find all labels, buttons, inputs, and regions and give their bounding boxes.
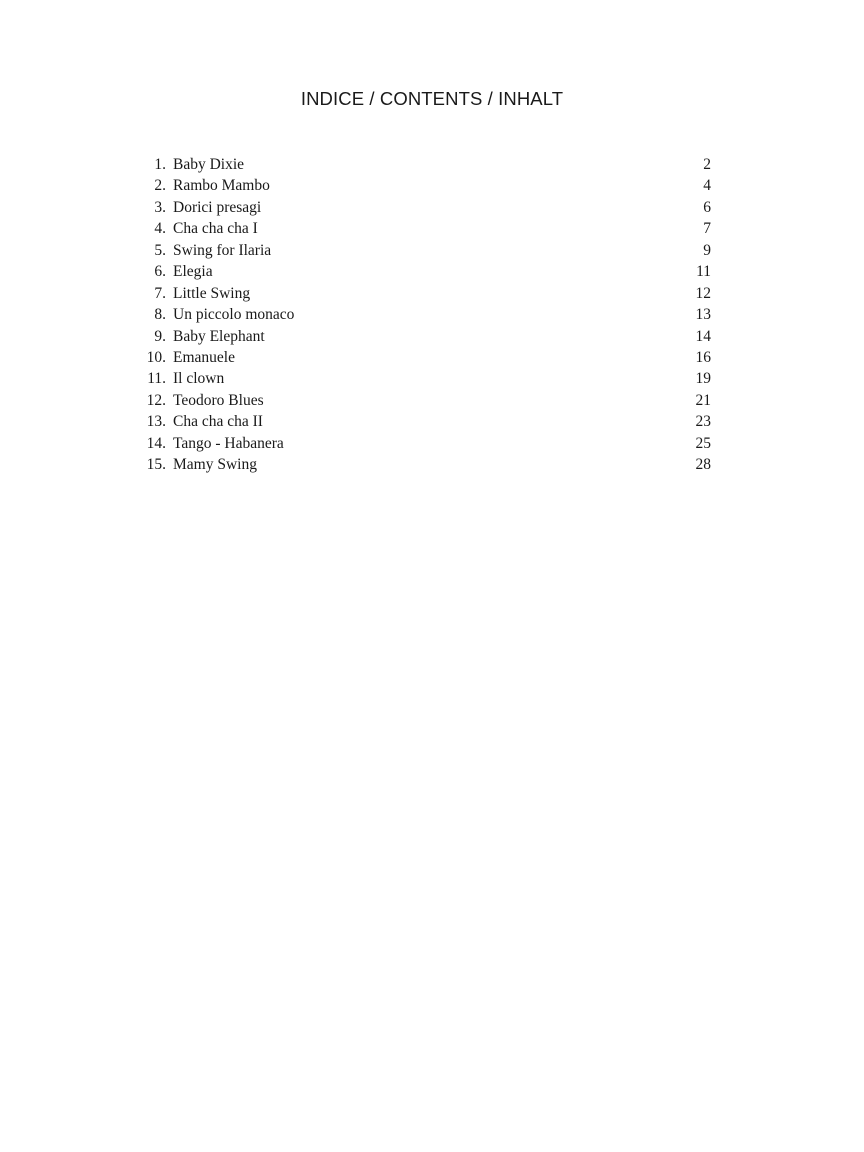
toc-entry-title: Tango - Habanera [173, 434, 284, 452]
toc-entry-page: 14 [695, 327, 711, 345]
toc-entry [138, 454, 711, 475]
toc-entry-title: Cha cha cha II [173, 413, 263, 431]
toc-entry-page: 2 [703, 156, 711, 173]
toc-entry [138, 175, 711, 196]
toc-entry [138, 368, 711, 389]
toc-entry [138, 390, 711, 411]
toc-entry-title: Dorici presagi [173, 198, 262, 216]
table-of-contents [138, 154, 711, 476]
toc-entry-page: 23 [695, 413, 711, 431]
toc-entry-page: 13 [695, 306, 711, 324]
toc-entry [138, 261, 711, 282]
toc-entry [138, 433, 711, 454]
toc-entry-title: Cha cha cha I [173, 220, 258, 238]
toc-entry-number: 13. [146, 413, 166, 431]
toc-entry-page: 9 [703, 241, 711, 259]
toc-entry-number: 5. [154, 241, 166, 259]
toc-entry-page: 19 [695, 370, 711, 388]
toc-entry-page: 7 [703, 220, 711, 238]
toc-entry-page: 6 [703, 198, 711, 216]
toc-entry-page: 21 [695, 391, 711, 409]
toc-entry-number: 6. [154, 263, 166, 281]
toc-entry-title: Little Swing [173, 284, 251, 302]
toc-entry-page: 25 [695, 434, 711, 452]
toc-entry-number: 3. [154, 198, 166, 216]
toc-entry-page: 28 [695, 456, 711, 474]
toc-entry-title: Elegia [173, 263, 213, 281]
toc-entry-title: Emanuele [173, 348, 235, 366]
toc-entry-number: 11. [147, 370, 166, 388]
toc-entry [138, 283, 711, 304]
toc-entry-title: Teodoro Blues [173, 391, 264, 409]
toc-entry-page: 11 [696, 263, 711, 281]
toc-entry-number: 10. [146, 348, 166, 366]
toc-entry [138, 326, 711, 347]
toc-entry-page: 16 [695, 348, 711, 366]
toc-entry-title: Swing for Ilaria [173, 241, 272, 259]
toc-entry-title: Baby Elephant [173, 327, 265, 345]
toc-entry-number: 4. [154, 220, 166, 238]
toc-entry [138, 197, 711, 218]
toc-entry-title: Il clown [173, 370, 225, 388]
toc-entry-title: Mamy Swing [173, 456, 257, 474]
toc-entry-title: Rambo Mambo [173, 177, 270, 195]
toc-entry-title: Un piccolo monaco [173, 306, 295, 324]
toc-entry-number: 2. [154, 177, 166, 195]
toc-entry-page: 12 [695, 284, 711, 302]
toc-entry-number: 9. [154, 327, 166, 345]
toc-entry-page: 4 [703, 177, 711, 195]
toc-entry-number: 1. [154, 156, 166, 173]
toc-entry [138, 411, 711, 432]
toc-entry-number: 7. [154, 284, 166, 302]
toc-entry [138, 154, 711, 175]
toc-entry [138, 218, 711, 239]
toc-entry [138, 347, 711, 368]
toc-entry-number: 14. [146, 434, 166, 452]
toc-entry-number: 15. [146, 456, 166, 474]
toc-entry-number: 12. [146, 391, 166, 409]
toc-entry [138, 304, 711, 325]
toc-entry [138, 240, 711, 261]
page-title: INDICE / CONTENTS / INHALT [300, 88, 564, 109]
toc-entry-title: Baby Dixie [173, 156, 245, 173]
toc-entry-number: 8. [154, 306, 166, 324]
